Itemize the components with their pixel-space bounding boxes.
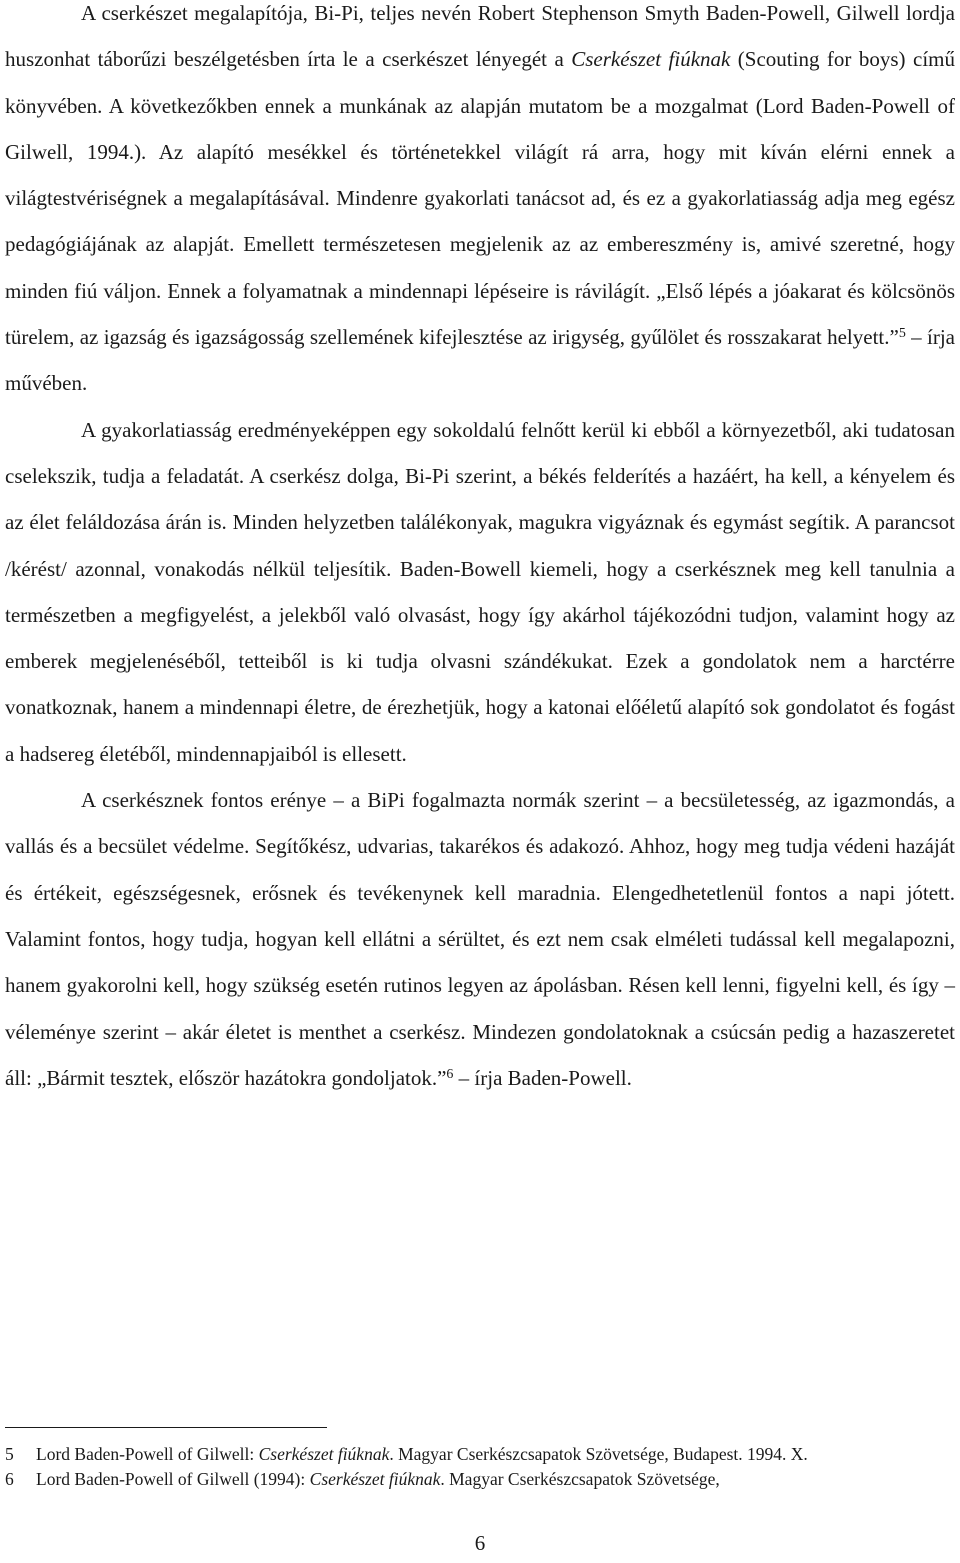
paragraph-3-text-b: – írja Baden-Powell. — [453, 1065, 632, 1090]
footnote-6-book-title: Cserkészet fiúknak — [309, 1469, 441, 1489]
footnote-5-text-c: . Magyar Cserkészcsapatok Szövetsége, Budapest. 1994. X. — [389, 1444, 808, 1464]
paragraph-2: A gyakorlatiasság eredményeképpen egy sokoldalú felnőtt kerül ki ebből a környezetből, aki tudatosan cselekszik, tudja a feladatát. A cserkész dolga, Bi-Pi szerint, a békés felderítés a hazáért, ha kell, a kényelem és az élet feláldozása árán is. Minden helyzetben találékonyak, magukra vigyáznak és egymást segítik. A parancsot /kérést/ azonnal, vonakodás nélkül teljesítik. Baden-Bowell kiemeli, hogy a cserkésznek meg kell tanulnia a természetben a megfigyelést, a jelekből való olvasást, hogy így akárhol tájékozódni tudjon, valamint hogy az emberek megjelenéséből, tetteiből is ki tudja olvasni szándékukat. Ezek a gondolatok nem a harctérre vonatkoznak, hanem a mindennapi életre, de érezhetjük, hogy a katonai előéletű alapító sok gondolatot és fogást a hadsereg életéből, mindennapjaiból is ellesett. — [5, 417, 955, 766]
footnote-ref-6[interactable]: 6 — [446, 1066, 454, 1082]
footnote-number: 6 — [5, 1469, 14, 1489]
paragraph-3 — [5, 777, 955, 1101]
footnote-6-text-a: Lord Baden-Powell of Gilwell (1994): — [36, 1469, 310, 1489]
footnote-5-book-title: Cserkészet fiúknak — [258, 1444, 390, 1464]
footnote-separator — [5, 1427, 327, 1428]
footnote-5 — [5, 1442, 955, 1467]
paragraph-1 — [5, 0, 955, 407]
paragraph-1-text-d: – írja művében. — [5, 325, 955, 396]
body-text — [5, 0, 955, 1101]
footnote-ref-5[interactable]: 5 — [898, 326, 906, 342]
book-title-italic: Cserkészet fiúknak — [571, 47, 731, 72]
footnotes — [5, 1427, 955, 1492]
footnote-6 — [5, 1467, 955, 1492]
footnote-6-text-c: . Magyar Cserkészcsapatok Szövetsége, — [440, 1469, 720, 1489]
paragraph-1-text-c: (Scouting for boys) című könyvében. A következőkben ennek a munkának az alapján mutatom be a mozgalmat (Lord Baden-Powell of Gilwell, 1994.). Az alapító mesékkel és történetekkel világít rá arra, hogy mit kíván elérni ennek a világtestvériségnek a megalapításával. Mindenre gyakorlati tanácsot ad, és ez a gyakorlatiasság adja meg egész pedagógiájának az alapját. Emellett természetesen megjelenik az az embereszmény is, amivé szeretné, hogy minden fiú váljon. Ennek a folyamatnak a mindennapi lépéseire is rávilágít. „Első lépés a jóakarat és kölcsönös türelem, az igazság és igazságosság szellemének kifejlesztése az irigység, gyűlölet és rosszakarat helyett.” — [5, 47, 956, 350]
page-number: 6 — [474, 1531, 486, 1555]
paragraph-3-text-a: A cserkésznek fontos erénye – a BiPi fogalmazta normák szerint – a becsületesség, az igazmondás, a vallás és a becsület védelme. Segítőkész, udvarias, takarékos és adakozó. Ahhoz, hogy meg tudja védeni hazáját és értékeit, egészségesnek, erősnek és tevékenynek kell maradnia. Elengedhetetlenül fontos a napi jótett. Valamint fontos, hogy tudja, hogyan kell ellátni a sérültet, és ezt nem csak elméleti tudással kell megalapozni, hanem gyakorolni kell, hogy szükség esetén rutinos legyen az ápolásban. Résen kell lenni, figyelni kell, és így – véleménye szerint – akár életet is menthet a cserkész. Mindezen gondolatoknak a csúcsán pedig a hazaszeretet áll: „Bármit tesztek, először hazátokra gondoljatok.” — [5, 788, 955, 1090]
paragraph-1-text-a: A cserkészet megalapítója, Bi-Pi, teljes nevén Robert Stephenson Smyth Baden-Powell, Gilwell lordja huszonhat táborűzi beszélgetésben írta le a cserkészet lényegét a — [5, 1, 955, 72]
footnote-number: 5 — [5, 1444, 14, 1464]
document-page — [5, 0, 955, 1101]
footnote-5-text-a: Lord Baden-Powell of Gilwell: — [36, 1444, 259, 1464]
